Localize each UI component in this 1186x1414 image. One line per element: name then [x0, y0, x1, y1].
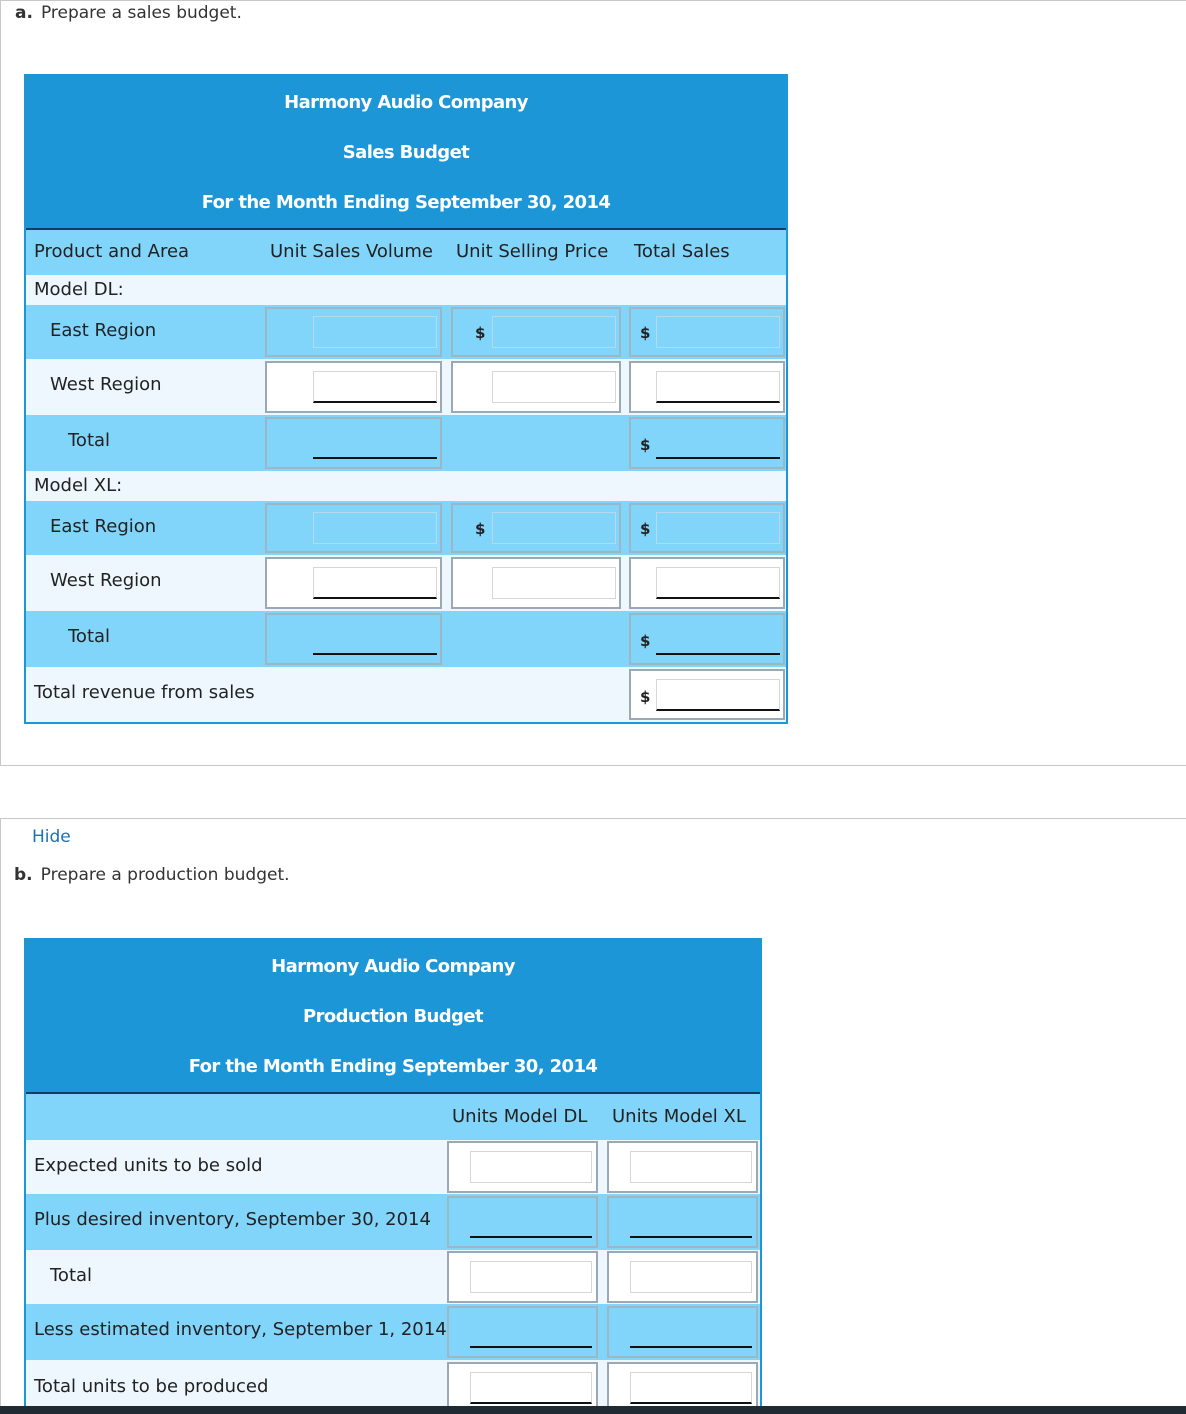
total-revenue-input[interactable] [656, 679, 780, 711]
plus-desired-row [26, 1194, 760, 1250]
col-units-model-xl: Units Model XL [612, 1106, 746, 1127]
dl-total-row [26, 415, 786, 471]
part-a-prompt [15, 3, 242, 23]
xl-west-volume-input[interactable] [313, 567, 437, 599]
total-revenue-label: Total revenue from sales [34, 682, 255, 703]
xl-west-total-input[interactable] [656, 567, 780, 599]
total-xl-cell [607, 1251, 758, 1303]
xl-east-price-input[interactable] [492, 512, 616, 544]
less-estimated-xl-cell [607, 1306, 758, 1358]
company-title: Harmony Audio Company [271, 956, 515, 977]
expected-units-label: Expected units to be sold [34, 1155, 263, 1176]
plus-desired-dl-input[interactable] [470, 1206, 592, 1238]
expected-dl-cell [447, 1141, 598, 1193]
column-header-row [26, 1094, 760, 1140]
dl-east-total-input[interactable] [656, 316, 780, 348]
total-produced-label: Total units to be produced [34, 1376, 269, 1397]
total-row [26, 1250, 760, 1304]
col-unit-sales-volume: Unit Sales Volume [270, 241, 433, 262]
part-b-letter: b. [14, 865, 33, 885]
dl-total-sales-input[interactable] [656, 427, 780, 459]
dl-east-volume-input[interactable] [313, 316, 437, 348]
plus-desired-dl-cell [447, 1196, 598, 1248]
xl-total-volume-cell [265, 613, 442, 665]
dl-east-price-input[interactable] [492, 316, 616, 348]
hide-link[interactable]: Hide [32, 827, 71, 847]
bottom-bar [0, 1406, 1186, 1414]
dl-total-volume-input[interactable] [313, 427, 437, 459]
xl-total-label: Total [68, 626, 111, 647]
less-estimated-row [26, 1304, 760, 1360]
budget-title: Sales Budget [342, 142, 470, 163]
dl-west-total-input[interactable] [656, 371, 780, 403]
xl-east-total-input[interactable] [656, 512, 780, 544]
dl-west-label: West Region [50, 374, 162, 395]
expected-dl-input[interactable] [470, 1151, 592, 1183]
plus-desired-label: Plus desired inventory, September 30, 2014 [34, 1209, 431, 1230]
col-total-sales: Total Sales [634, 241, 730, 262]
dl-west-row [26, 359, 786, 415]
dl-total-volume-cell [265, 417, 442, 469]
xl-east-row [26, 501, 786, 555]
col-product-area: Product and Area [34, 241, 190, 262]
total-revenue-row [26, 667, 786, 722]
sales-budget-table [24, 74, 788, 724]
column-header-row [26, 230, 786, 275]
xl-west-total-cell [629, 557, 785, 609]
xl-east-price-cell [451, 503, 621, 553]
total-dl-cell [447, 1251, 598, 1303]
dollar-sign: $ [475, 520, 486, 538]
dl-east-volume-cell [265, 307, 442, 357]
total-xl-input[interactable] [630, 1261, 752, 1293]
xl-east-total-cell [629, 503, 785, 553]
xl-total-volume-input[interactable] [313, 623, 437, 655]
expected-xl-input[interactable] [630, 1151, 752, 1183]
total-label: Total [50, 1265, 93, 1286]
dl-total-sales-cell [629, 417, 785, 469]
production-budget-header [26, 940, 760, 1094]
part-a-letter: a. [15, 3, 33, 23]
less-estimated-dl-cell [447, 1306, 598, 1358]
total-produced-dl-input[interactable] [470, 1372, 592, 1404]
model-xl-row [26, 471, 786, 501]
dl-west-volume-input[interactable] [313, 371, 437, 403]
part-b-prompt [14, 865, 290, 885]
dl-west-price-cell [451, 361, 621, 413]
dl-east-price-cell [451, 307, 621, 357]
dl-west-price-input[interactable] [492, 371, 616, 403]
col-units-model-dl: Units Model DL [452, 1106, 588, 1127]
budget-title: Production Budget [303, 1006, 483, 1027]
xl-west-price-cell [451, 557, 621, 609]
xl-east-volume-input[interactable] [313, 512, 437, 544]
part-a-prompt-text: Prepare a sales budget. [40, 3, 242, 23]
dl-east-label: East Region [50, 320, 157, 341]
model-dl-row [26, 275, 786, 305]
expected-xl-cell [607, 1141, 758, 1193]
dl-east-total-cell [629, 307, 785, 357]
dollar-sign: $ [640, 436, 651, 454]
company-title: Harmony Audio Company [284, 92, 528, 113]
xl-east-label: East Region [50, 516, 157, 537]
dl-west-total-cell [629, 361, 785, 413]
xl-west-price-input[interactable] [492, 567, 616, 599]
dollar-sign: $ [475, 324, 486, 342]
model-xl-label: Model XL: [34, 475, 123, 496]
dl-total-label: Total [68, 430, 111, 451]
budget-period: For the Month Ending September 30, 2014 [201, 192, 611, 213]
expected-units-row [26, 1140, 760, 1194]
dollar-sign: $ [640, 520, 651, 538]
dl-west-volume-cell [265, 361, 442, 413]
total-dl-input[interactable] [470, 1261, 592, 1293]
plus-desired-xl-input[interactable] [630, 1206, 752, 1238]
xl-west-volume-cell [265, 557, 442, 609]
less-estimated-label: Less estimated inventory, September 1, 2014 [34, 1319, 447, 1340]
xl-west-label: West Region [50, 570, 162, 591]
xl-total-sales-cell [629, 613, 785, 665]
total-produced-xl-input[interactable] [630, 1372, 752, 1404]
less-estimated-xl-input[interactable] [630, 1316, 752, 1348]
dl-east-row [26, 305, 786, 359]
xl-total-sales-input[interactable] [656, 623, 780, 655]
dollar-sign: $ [640, 324, 651, 342]
xl-total-row [26, 611, 786, 667]
dollar-sign: $ [640, 688, 651, 706]
xl-west-row [26, 555, 786, 611]
xl-east-volume-cell [265, 503, 442, 553]
part-b-prompt-text: Prepare a production budget. [40, 865, 290, 885]
budget-period: For the Month Ending September 30, 2014 [188, 1056, 598, 1077]
dollar-sign: $ [640, 632, 651, 650]
plus-desired-xl-cell [607, 1196, 758, 1248]
total-revenue-cell [629, 669, 785, 720]
less-estimated-dl-input[interactable] [470, 1316, 592, 1348]
col-unit-selling-price: Unit Selling Price [456, 241, 609, 262]
sales-budget-header [26, 76, 786, 230]
production-budget-table [24, 938, 762, 1414]
model-dl-label: Model DL: [34, 279, 124, 300]
